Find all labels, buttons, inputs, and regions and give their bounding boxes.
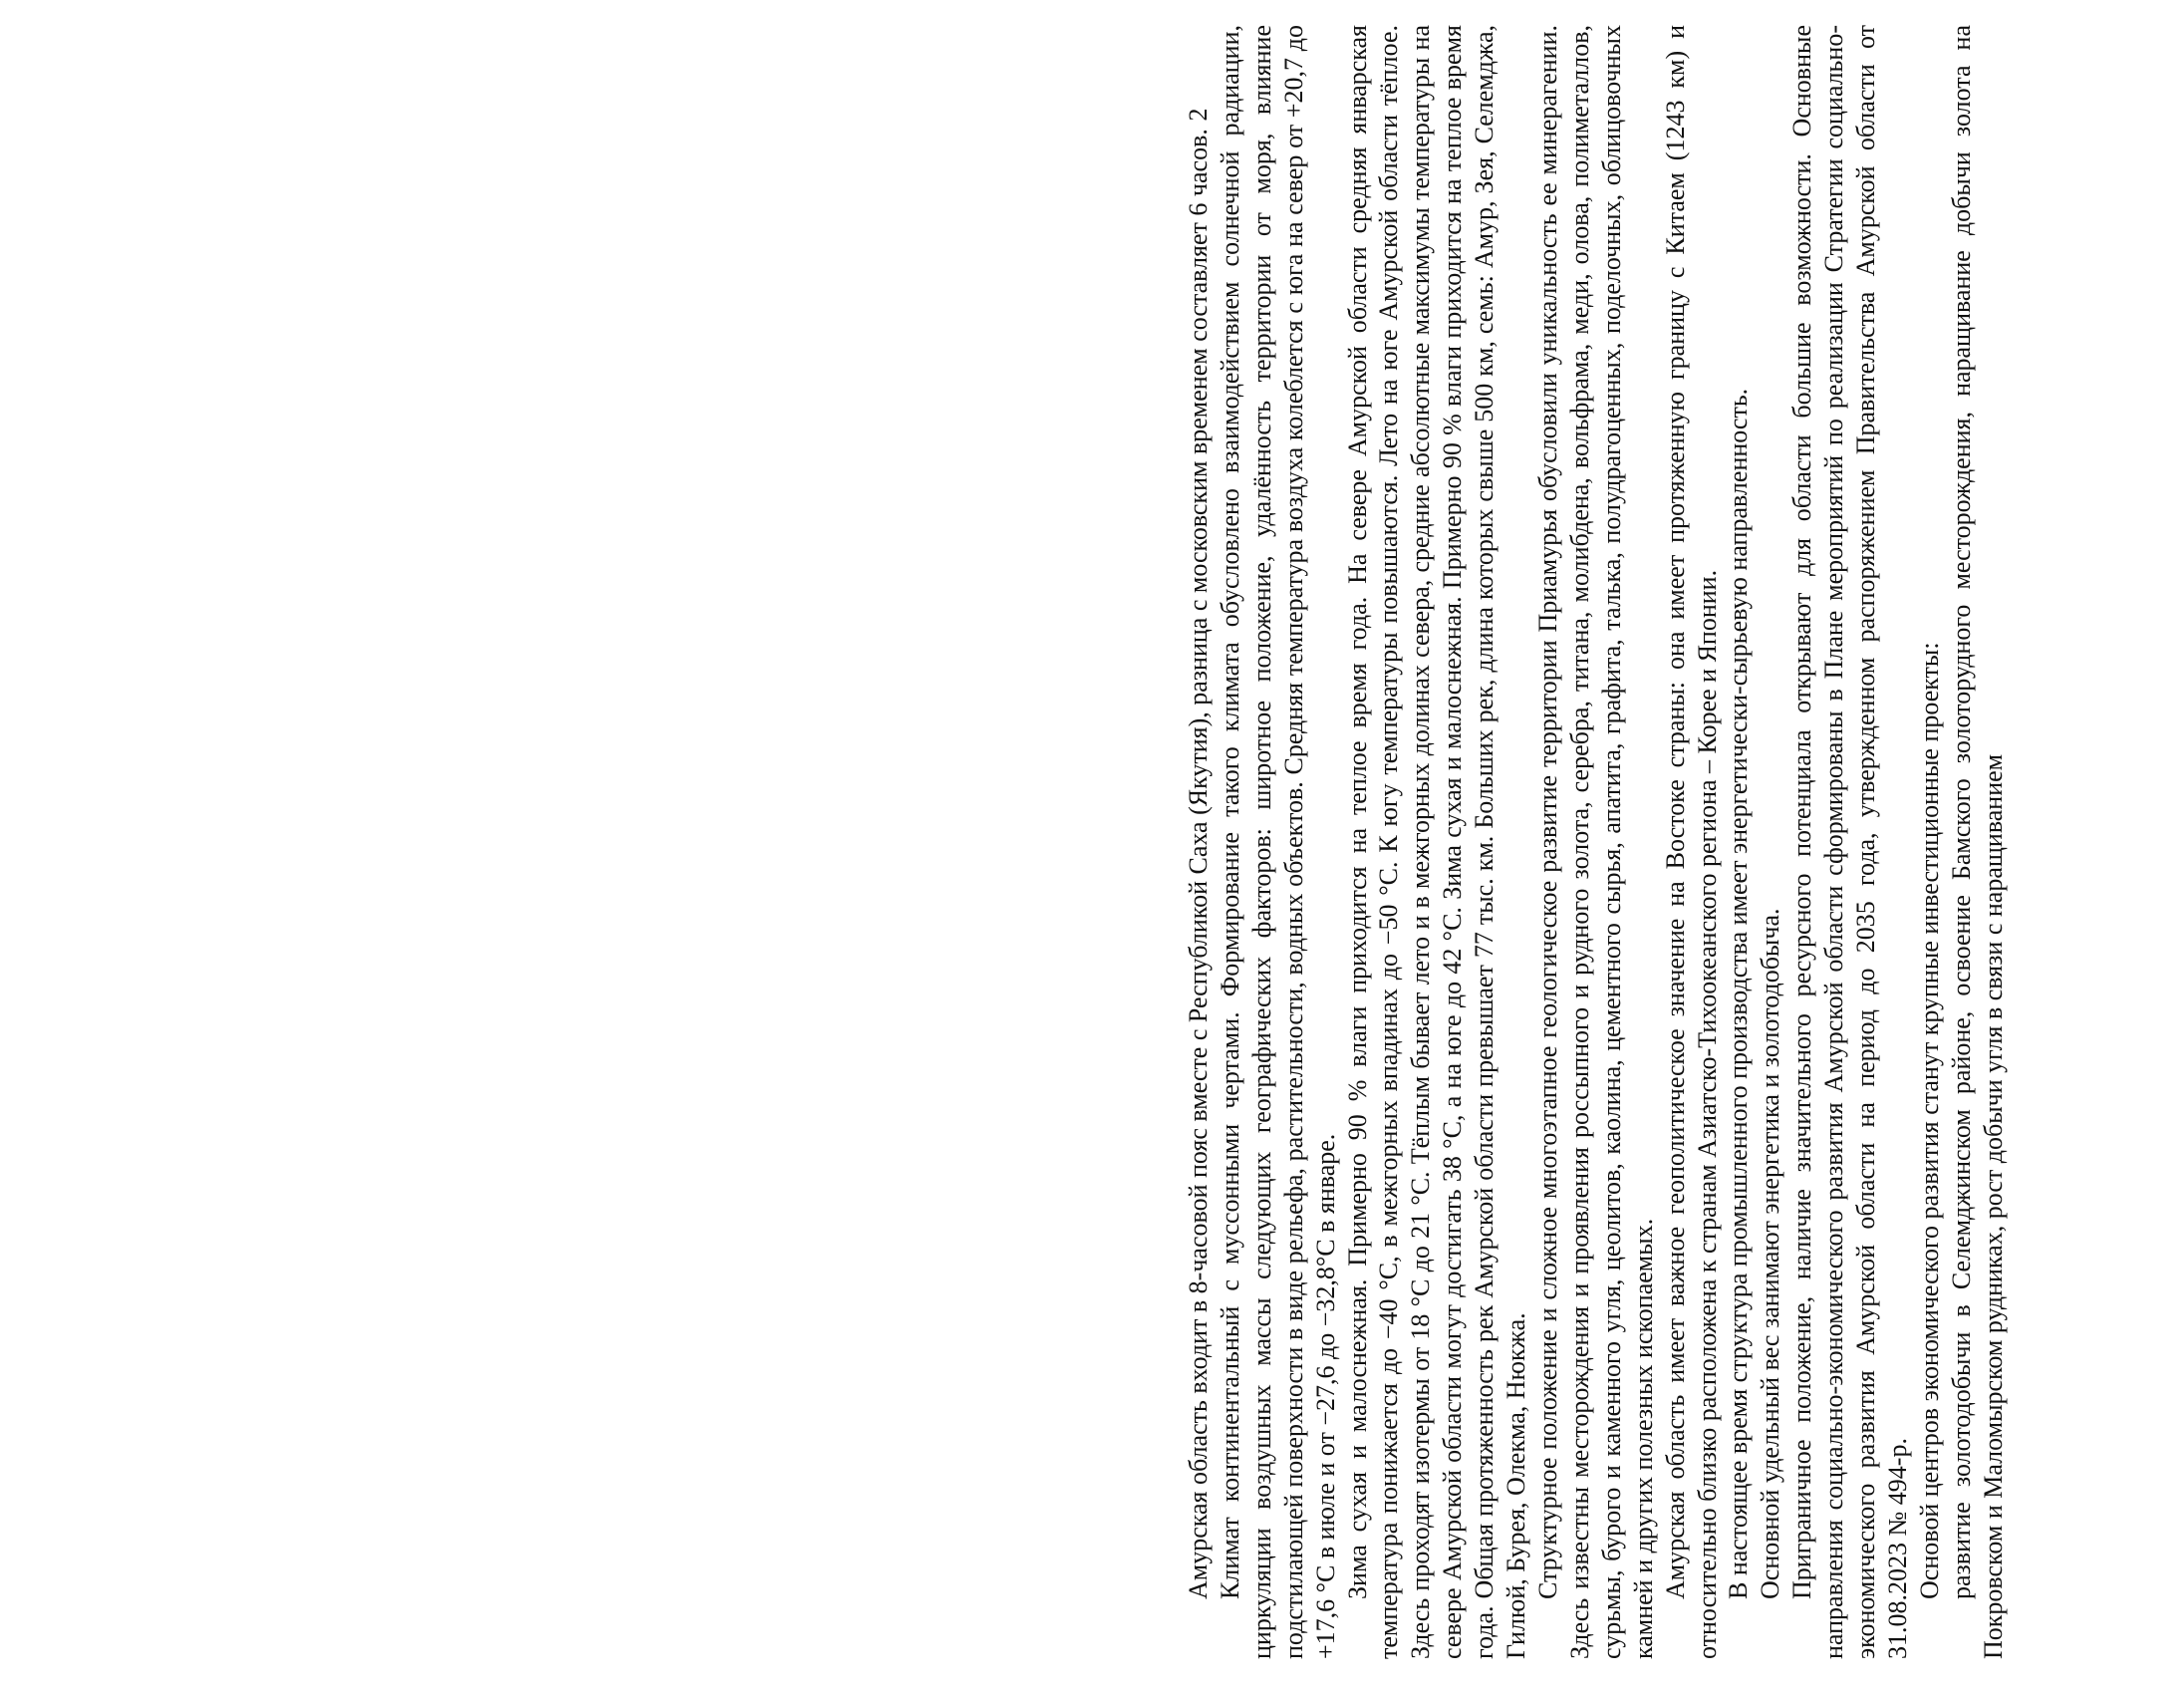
paragraph-gold-mining: развитие золотодобычи в Селемджинском районе, освоение Бамского золоторудного месторождения, наращивание добычи золота на Покровском и Маломырском рудниках, рост добычи угля в связи с наращиванием [1946, 25, 2008, 1659]
page-number: 2 [1184, 108, 1213, 122]
paragraph-investment-intro: Основой центров экономического развития станут крупные инвестиционные проекты: [1914, 642, 1944, 1599]
paragraph-border-position: Приграничное положение, наличие значительного ресурсного потенциала открывают для области большие возможности. Основные направления социально-экономического развития Амурской области сформированы в Плане мероприятий по реализации Стратегии социально-экономического развития Амурской области на период до 2035 года, утвержденном распоряжением Правительства Амурской области от 31.08.2023 № 494-р. [1787, 25, 1912, 1659]
paragraph-geopolitics: Амурская область имеет важное геополитическое значение на Востоке страны: она имеет протяженную границу с Китаем (1243 км) и относительно близко расположена к странам Азиатско-Тихоокеанского региона – Корее и Японии. [1660, 25, 1722, 1659]
body-text [1183, 25, 2010, 1659]
paragraph-winter-rivers: Зима сухая и малоснежная. Примерно 90 % влаги приходится на теплое время года. На севере Амурской области средняя январская температура понижается до −40 °С, в межгорных впадинах до −50 °С. К югу температуры повышаются. Лето на юге Амурской области тёплое. Здесь проходят изотермы от 18 °С до 21 °С. Тёплым бывает лето и в межгорных долинах севера, средние абсолютные максимумы температуры на севере Амурской области могут достигать 38 °С, а на юге до 42 °С. Зима сухая и малоснежная. Примерно 90 % влаги приходится на теплое время года. Общая протяженность рек Амурской области превышает 77 тыс. км. Больших рек, длина которых свыше 500 км, семь: Амур, Зея, Селемджа, Гилюй, Бурея, Олекма, Нюкжа. [1342, 25, 1531, 1659]
paragraph-geology: Структурное положение и сложное многоэтапное геологическое развитие территории Приамурья обусловили уникальность ее минерагении. Здесь известны месторождения и проявления россыпного и рудного золота, серебра, титана, молибдена, вольфрама, меди, олова, полиметаллов, сурьмы, бурого и каменного угля, цеолитов, каолина, цементного сырья, апатита, графита, талька, полудрагоценных, поделочных, облицовочных камней и других полезных ископаемых. [1532, 25, 1658, 1659]
paragraph-time-zone: Амурская область входит в 8-часовой пояс вместе с Республикой Саха (Якутия), разница с московским временем составляет 6 часов. [1184, 129, 1213, 1599]
paragraph-energy-gold: Основной удельный вес занимают энергетика и золотодобыча. [1756, 908, 1785, 1599]
paragraph-climate: Климат континентальный с муссонными чертами. Формирование такого климата обусловлено взаимодействием солнечной радиации, циркуляции воздушных массы следующих географических факторов: широтное положение, удалённость территории от моря, влияние подстилающей поверхности в виде рельефа, растительности, водных объектов. Средняя температура воздуха колеблется с юга на север от +20,7 до +17,6 °С в июле и от −27,6 до −32,8°С в январе. [1215, 25, 1340, 1659]
rotated-text-sheet [1183, 25, 2184, 1659]
paragraph-industry-structure: В настоящее время структура промышленного производства имеет энергетически-сырьевую направленность. [1724, 388, 1754, 1599]
